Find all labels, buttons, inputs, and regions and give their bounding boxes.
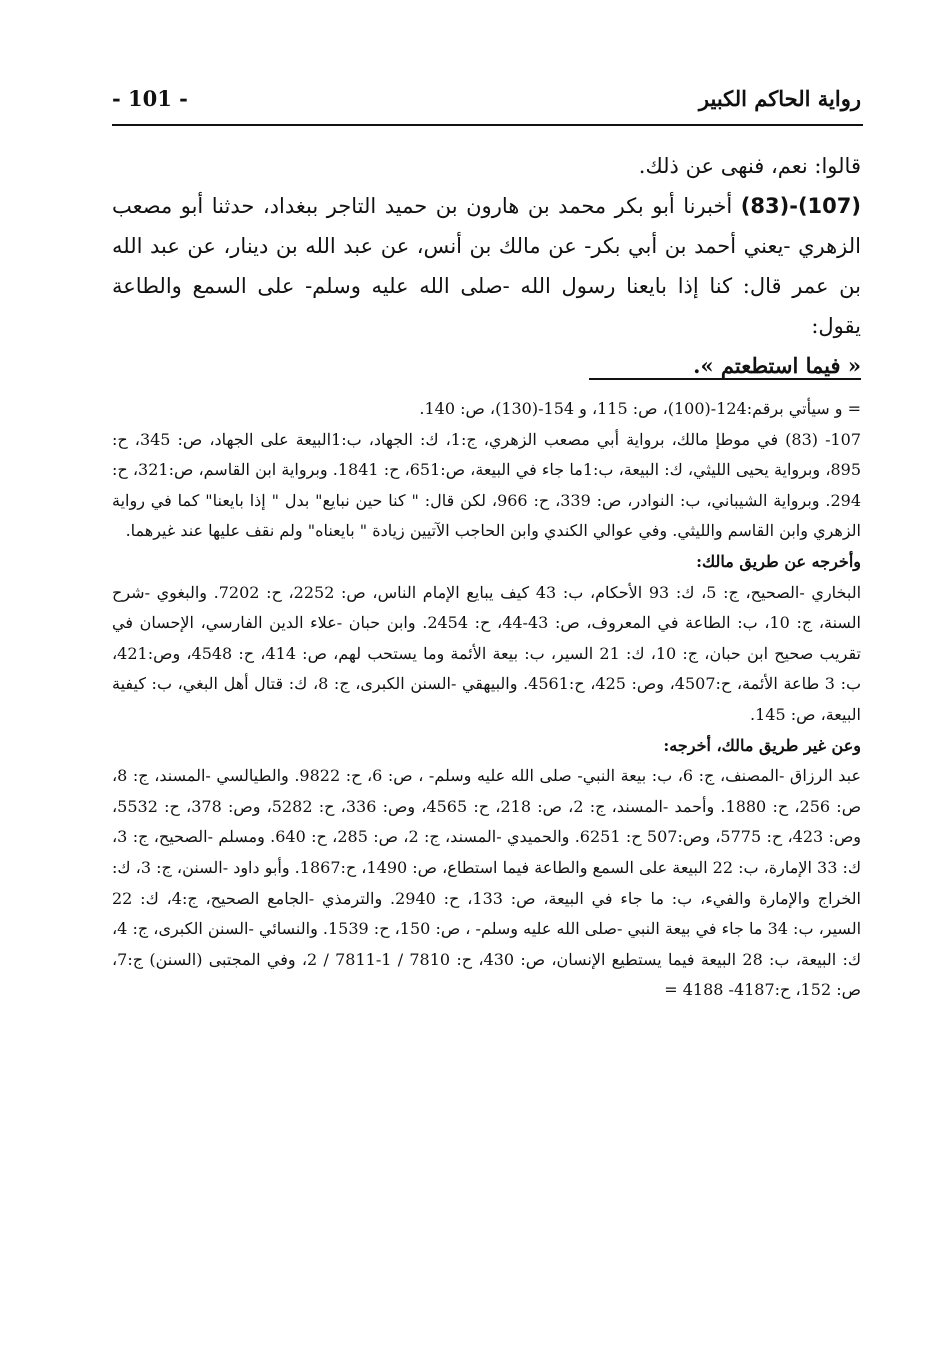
via-malik-text: البخاري -الصحيح، ج: 5، ك: 93 الأحكام، ب: 43 كيف يبايع الإمام الناس، ص: 2252، ح: 7202. والبغوي -شرح السنة، ج: 10، ب: الطاعة في المعروف، ص: 43-44، ح: 2454. وابن حبان -علاء الدين الفارسي، الإحسان في تقريب صحيح ابن حبان، ج: 10، ك: 21 السير، ب: بيعة الأئمة وما يستحب لهم، ص: 414، ح: 4548، وص:421، ب: 3 طاعة الأئمة، ح:4507، وص: 425، ح:4561. والبيهقي -السنن الكبرى، ج: 8، ك: قتال أهل البغي، ب: كيفية البيعة، ص: 145. xyxy=(112,582,862,724)
running-title: رواية الحاكم الكبير xyxy=(698,86,861,111)
footnote-107: 107- (83) في موطإ مالك، برواية أبي مصعب الزهري، ج:1، ك: الجهاد، ب:1البيعة على الجهاد، ص: 345، ح: 895، وبرواية يحيى الليثي، ك: البيعة، ب:1ما جاء في البيعة، ص:651، ح: 1841. وبرواية ابن القاسم، ص:321، ح: 294. وبرواية الشيباني، ب: النوادر، ص: 339، ح: 966، لكن قال: " كنا حين نبايع" بدل " إذا بايعنا" كما في رواية الزهري وابن القاسم والليثي. وفي عوالي الكندي وابن الحاجب الآتيين زيادة " بايعناه" ولم نقف عليها عند غيرهما. xyxy=(112,429,862,541)
hadith-paragraph xyxy=(112,186,861,346)
main-text xyxy=(112,146,861,386)
matn-line xyxy=(112,346,861,386)
hadith-number: (107)-(83) xyxy=(740,194,861,218)
footnotes xyxy=(112,394,861,1006)
other-routes-text: عبد الرزاق -المصنف، ج: 6، ب: بيعة النبي- صلى الله عليه وسلم- ، ص: 6، ح: 9822. والطيالسي -المسند، ج: 8، ص: 256، ح: 1880. وأحمد -المسند، ج: 2، ص: 218، ح: 4565، وص: 336، ح: 5282، وص: 378، ح: 5532، وص: 423، ح: 5775، وص:507 ح: 6251. والحميدي -المسند، ج: 2، ص: 285، ح: 640. ومسلم -الصحيح، ج: 3، ك: 33 الإمارة، ب: 22 البيعة على السمع والطاعة فيما استطاع، ص: 1490، ح:1867. وأبو داود -السنن، ج: 3، ك: الخراج والإمارة والفيء، ب: ما جاء في البيعة، ص: 133، ح: 2940. والترمذي -الجامع الصحيح، ج:4، ك: 22 السير، ب: 34 ما جاء في بيعة النبي -صلى الله عليه وسلم- ، ص: 150، ح: 1539. والنسائي -السنن الكبرى، ج: 4، ك: البيعة، ب: 28 البيعة فيما يستطيع الإنسان، ص: 430، ح: 7810 / 1-7811 / 2، وفي المجتبى (السنن) ج:7، ص: 152، ح:4187- 4188 = xyxy=(112,766,862,1000)
main-line-1: قالوا: نعم، فنهى عن ذلك. xyxy=(638,154,861,178)
via-malik-heading: وأخرجه عن طريق مالك: xyxy=(696,551,861,571)
other-routes-heading: وعن غير طريق مالك، أخرجه: xyxy=(663,735,861,755)
matn: « فيما استطعتم ». xyxy=(693,353,861,378)
page-number: - 101 - xyxy=(112,86,188,111)
header-rule xyxy=(112,124,863,126)
footnote-separator xyxy=(589,378,861,380)
hadith-text: أخبرنا أبو بكر محمد بن هارون بن حميد التاجر ببغداد، حدثنا أبو مصعب الزهري -يعني أحمد بن أبي بكر- عن مالك بن أنس، عن عبد الله بن دينار، عن عبد الله بن عمر قال: كنا إذا بايعنا رسول الله -صلى الله عليه وسلم- على السمع والطاعة يقول: xyxy=(112,194,861,338)
page-header xyxy=(112,80,861,124)
footnote-continuation: = و سيأتي برقم:124-(100)، ص: 115، و 154-(130)، ص: 140. xyxy=(419,399,861,418)
